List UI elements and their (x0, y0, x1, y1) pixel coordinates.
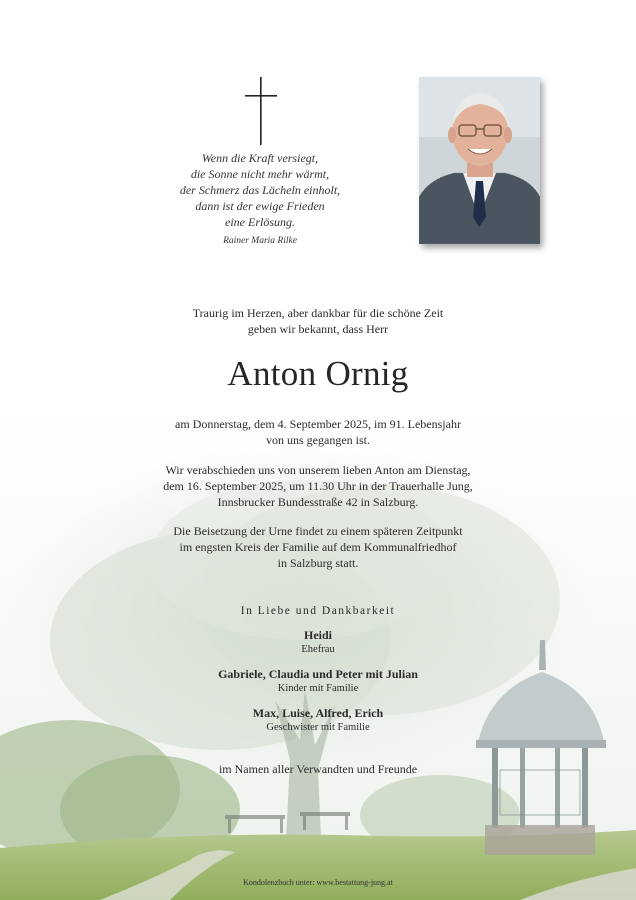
family-member-relation: Geschwister mit Familie (266, 722, 370, 733)
family-member-relation: Kinder mit Familie (277, 683, 359, 694)
death-notice-paragraph (0, 416, 636, 448)
intro-line: geben wir bekannt, dass Herr (247, 322, 389, 336)
paragraph-line: Die Beisetzung der Urne findet zu einem späteren Zeitpunkt (173, 524, 463, 538)
paragraph-line: am Donnerstag, dem 4. September 2025, im 91. Lebensjahr (175, 417, 461, 431)
condolence-book-footer[interactable]: Kondolenzbuch unter: www.bestattung-jung.at (243, 878, 393, 887)
family-member-relation: Ehefrau (301, 644, 335, 655)
intro-text (0, 305, 636, 337)
closing-line: im Namen aller Verwandten und Freunde (218, 762, 418, 776)
portrait-photo (419, 77, 540, 244)
poem-line: Wenn die Kraft versiegt, (201, 151, 319, 165)
intro-line: Traurig im Herzen, aber dankbar für die schöne Zeit (192, 306, 444, 320)
poem-author: Rainer Maria Rilke (223, 236, 297, 246)
family-member-name: Gabriele, Claudia und Peter mit Julian (218, 667, 418, 681)
love-and-gratitude-line: In Liebe und Dankbarkeit (240, 605, 396, 617)
paragraph-line: von uns gegangen ist. (266, 433, 370, 447)
paragraph-line: dem 16. September 2025, um 11.30 Uhr in der Trauerhalle Jung, (163, 479, 473, 493)
family-member-name: Max, Luise, Alfred, Erich (252, 706, 384, 720)
poem-line: eine Erlösung. (225, 215, 295, 229)
paragraph-line: Wir verabschieden uns von unserem lieben Anton am Dienstag, (165, 463, 471, 477)
burial-paragraph (0, 523, 636, 571)
paragraph-line: Innsbrucker Bundesstraße 42 in Salzburg. (217, 495, 419, 509)
family-member-name: Heidi (303, 628, 332, 642)
poem-line: die Sonne nicht mehr wärmt, (190, 167, 330, 181)
family-list (0, 628, 636, 745)
portrait-illustration (419, 77, 540, 244)
farewell-paragraph (0, 462, 636, 510)
paragraph-line: in Salzburg statt. (277, 556, 359, 570)
poem-line: der Schmerz das Lächeln einholt, (179, 183, 341, 197)
paragraph-line: im engsten Kreis der Familie auf dem Kommunalfriedhof (179, 540, 457, 554)
deceased-name: Anton Ornig (227, 354, 409, 393)
poem-line: dann ist der ewige Frieden (195, 199, 325, 213)
cross-icon (244, 77, 278, 145)
poem (150, 150, 370, 249)
